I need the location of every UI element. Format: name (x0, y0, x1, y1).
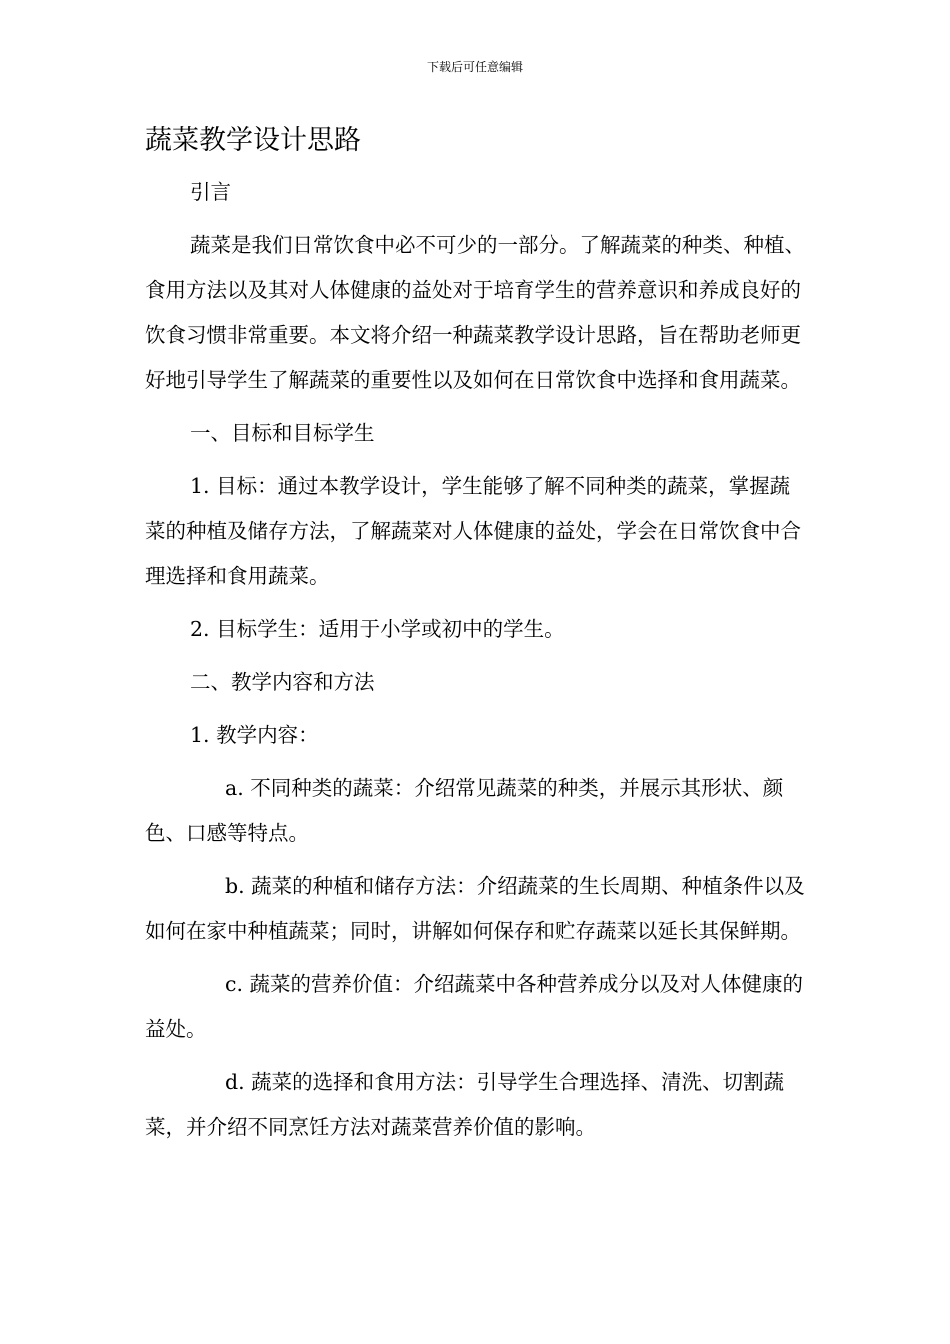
section1-item2: 2. 目标学生：适用于小学或初中的学生。 (190, 617, 565, 641)
document-body (145, 170, 810, 1150)
document-title: 蔬菜教学设计思路 (145, 125, 361, 156)
section2-sub-b: b. 蔬菜的种植和储存方法：介绍蔬菜的生长周期、种植条件以及如何在家中种植蔬菜；同时，讲解如何保存和贮存蔬菜以延长其保鲜期。 (145, 874, 805, 943)
section2-heading: 二、教学内容和方法 (190, 670, 375, 694)
section2-sub-a: a. 不同种类的蔬菜：介绍常见蔬菜的种类，并展示其形状、颜色、口感等特点。 (145, 776, 784, 845)
section1-heading: 一、目标和目标学生 (190, 421, 375, 445)
section2-item1: 1. 教学内容： (190, 723, 319, 747)
intro-heading: 引言 (190, 180, 231, 204)
section2-sub-c: c. 蔬菜的营养价值：介绍蔬菜中各种营养成分以及对人体健康的益处。 (145, 972, 804, 1041)
section1-item1: 1. 目标：通过本教学设计，学生能够了解不同种类的蔬菜，掌握蔬菜的种植及储存方法，了解蔬菜对人体健康的益处，学会在日常饮食中合理选择和食用蔬菜。 (145, 474, 801, 588)
section2-sub-d: d. 蔬菜的选择和食用方法：引导学生合理选择、清洗、切割蔬菜，并介绍不同烹饪方法对蔬菜营养价值的影响。 (145, 1070, 785, 1139)
header-note: 下载后可任意编辑 (426, 60, 523, 74)
intro-paragraph: 蔬菜是我们日常饮食中必不可少的一部分。了解蔬菜的种类、种植、食用方法以及其对人体健康的益处对于培育学生的营养意识和养成良好的饮食习惯非常重要。本文将介绍一种蔬菜教学设计思路，旨在帮助老师更好地引导学生了解蔬菜的重要性以及如何在日常饮食中选择和食用蔬菜。 (145, 233, 805, 392)
